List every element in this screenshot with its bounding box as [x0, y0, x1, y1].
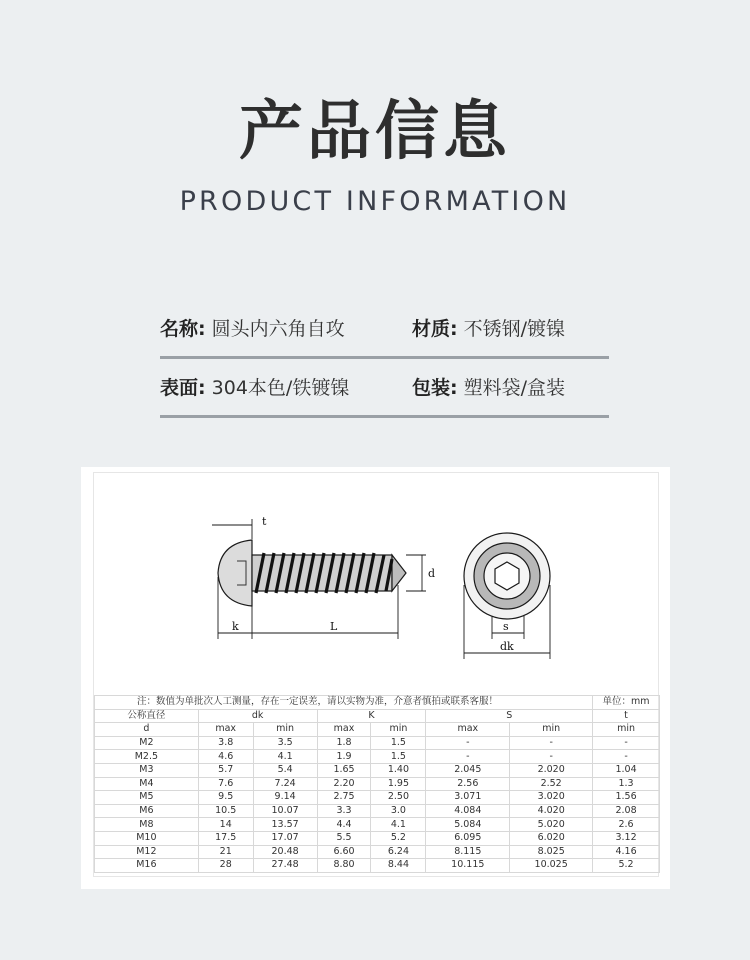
label-dk: dk [500, 640, 514, 653]
header-s: S [426, 709, 593, 723]
subheader-t-min: min [593, 723, 660, 737]
table-cell: M10 [95, 831, 199, 845]
table-cell: 3.8 [198, 736, 253, 750]
table-cell: 4.4 [317, 818, 371, 832]
table-cell: - [593, 750, 660, 764]
spec-card [81, 467, 670, 889]
table-note-row [95, 696, 660, 710]
table-cell: 6.24 [371, 845, 426, 859]
table-cell: 9.14 [253, 791, 317, 805]
table-cell: 5.084 [426, 818, 510, 832]
table-cell: 2.52 [510, 777, 593, 791]
name-label: 名称: [160, 318, 206, 340]
table-cell: 8.44 [371, 859, 426, 873]
table-cell: M4 [95, 777, 199, 791]
table-cell: M2.5 [95, 750, 199, 764]
table-cell: 8.80 [317, 859, 371, 873]
table-cell: 20.48 [253, 845, 317, 859]
table-cell: 14 [198, 818, 253, 832]
info-row-1 [160, 314, 610, 354]
table-cell: M16 [95, 859, 199, 873]
table-cell: 4.6 [198, 750, 253, 764]
header-t: t [593, 709, 660, 723]
table-cell: 5.2 [593, 859, 660, 873]
table-cell: 2.75 [317, 791, 371, 805]
label-s: s [503, 620, 509, 633]
table-cell: - [510, 750, 593, 764]
table-cell: 28 [198, 859, 253, 873]
table-cell: 6.60 [317, 845, 371, 859]
info-row-2 [160, 373, 610, 413]
name-item [160, 314, 345, 341]
table-sub-header-row [95, 723, 660, 737]
table-cell: 27.48 [253, 859, 317, 873]
table-cell: 5.2 [371, 831, 426, 845]
table-cell: M2 [95, 736, 199, 750]
table-cell: 5.4 [253, 763, 317, 777]
table-cell: 9.5 [198, 791, 253, 805]
divider-line-1 [160, 356, 609, 359]
label-d: d [428, 567, 436, 580]
table-row [95, 859, 660, 873]
table-cell: 1.3 [593, 777, 660, 791]
table-cell: 21 [198, 845, 253, 859]
table-row [95, 791, 660, 805]
table-cell: 2.50 [371, 791, 426, 805]
surface-item [160, 373, 349, 400]
subheader-s-min: min [510, 723, 593, 737]
table-cell: 5.020 [510, 818, 593, 832]
subheader-k-max: max [317, 723, 371, 737]
table-cell: 3.3 [317, 804, 371, 818]
table-cell: - [426, 750, 510, 764]
material-item [412, 314, 565, 341]
table-row [95, 777, 660, 791]
spec-table [94, 695, 660, 873]
screw-technical-drawing [94, 473, 660, 691]
table-cell: 6.020 [510, 831, 593, 845]
table-cell: 1.04 [593, 763, 660, 777]
subheader-d: d [95, 723, 199, 737]
subheader-dk-max: max [198, 723, 253, 737]
table-cell: 6.095 [426, 831, 510, 845]
table-row [95, 845, 660, 859]
table-cell: 1.40 [371, 763, 426, 777]
table-cell: 2.20 [317, 777, 371, 791]
table-cell: 2.045 [426, 763, 510, 777]
table-cell: 1.56 [593, 791, 660, 805]
header-k: K [317, 709, 426, 723]
table-cell: 1.5 [371, 736, 426, 750]
table-note: 注：数值为单批次人工测量，存在一定误差，请以实物为准，介意者慎拍或联系客服！ [95, 696, 593, 710]
table-cell: - [593, 736, 660, 750]
material-value: 不锈钢/镀镍 [463, 318, 566, 340]
table-cell: 2.6 [593, 818, 660, 832]
table-cell: 5.7 [198, 763, 253, 777]
screw-end-view [464, 533, 550, 619]
surface-label: 表面: [160, 377, 206, 399]
spec-inner-frame [93, 472, 659, 877]
divider-line-2 [160, 415, 609, 418]
subheader-s-max: max [426, 723, 510, 737]
table-cell: 7.24 [253, 777, 317, 791]
table-cell: 3.0 [371, 804, 426, 818]
table-cell: 4.020 [510, 804, 593, 818]
table-cell: 3.12 [593, 831, 660, 845]
table-cell: 13.57 [253, 818, 317, 832]
table-cell: 10.025 [510, 859, 593, 873]
table-cell: 10.5 [198, 804, 253, 818]
table-cell: M12 [95, 845, 199, 859]
table-cell: 1.8 [317, 736, 371, 750]
subheader-dk-min: min [253, 723, 317, 737]
table-cell: 1.9 [317, 750, 371, 764]
table-cell: 4.16 [593, 845, 660, 859]
table-cell: 17.5 [198, 831, 253, 845]
table-cell: M8 [95, 818, 199, 832]
table-cell: 17.07 [253, 831, 317, 845]
page-title-en: PRODUCT INFORMATION [179, 186, 571, 217]
header-nominal-diameter: 公称直径 [95, 709, 199, 723]
table-cell: 10.115 [426, 859, 510, 873]
subheader-k-min: min [371, 723, 426, 737]
table-cell: 1.95 [371, 777, 426, 791]
table-row [95, 804, 660, 818]
package-label: 包装: [412, 377, 458, 399]
table-cell: 5.5 [317, 831, 371, 845]
table-cell: 8.025 [510, 845, 593, 859]
package-value: 塑料袋/盒装 [463, 377, 566, 399]
table-row [95, 818, 660, 832]
package-item [412, 373, 565, 400]
table-cell: M6 [95, 804, 199, 818]
table-cell: 2.020 [510, 763, 593, 777]
table-cell: 1.65 [317, 763, 371, 777]
table-cell: 3.5 [253, 736, 317, 750]
table-cell: 2.56 [426, 777, 510, 791]
table-cell: 1.5 [371, 750, 426, 764]
label-L: L [330, 620, 338, 633]
table-unit: 单位：mm [593, 696, 660, 710]
table-cell: M3 [95, 763, 199, 777]
label-t: t [262, 515, 267, 528]
material-label: 材质: [412, 318, 458, 340]
table-cell: 3.020 [510, 791, 593, 805]
label-k: k [232, 620, 239, 633]
table-cell: M5 [95, 791, 199, 805]
table-cell: 10.07 [253, 804, 317, 818]
table-cell: 4.084 [426, 804, 510, 818]
table-cell: - [426, 736, 510, 750]
table-row [95, 750, 660, 764]
table-cell: 2.08 [593, 804, 660, 818]
table-row [95, 763, 660, 777]
table-cell: 8.115 [426, 845, 510, 859]
table-row [95, 831, 660, 845]
table-cell: 7.6 [198, 777, 253, 791]
table-cell: 4.1 [371, 818, 426, 832]
table-cell: - [510, 736, 593, 750]
table-group-header-row [95, 709, 660, 723]
table-cell: 4.1 [253, 750, 317, 764]
table-cell: 3.071 [426, 791, 510, 805]
surface-value: 304本色/铁镀镍 [211, 377, 350, 399]
table-row [95, 736, 660, 750]
screw-side-view [218, 540, 406, 606]
header-dk: dk [198, 709, 317, 723]
page-title-cn: 产品信息 [239, 95, 511, 169]
name-value: 圆头内六角自攻 [211, 318, 345, 340]
